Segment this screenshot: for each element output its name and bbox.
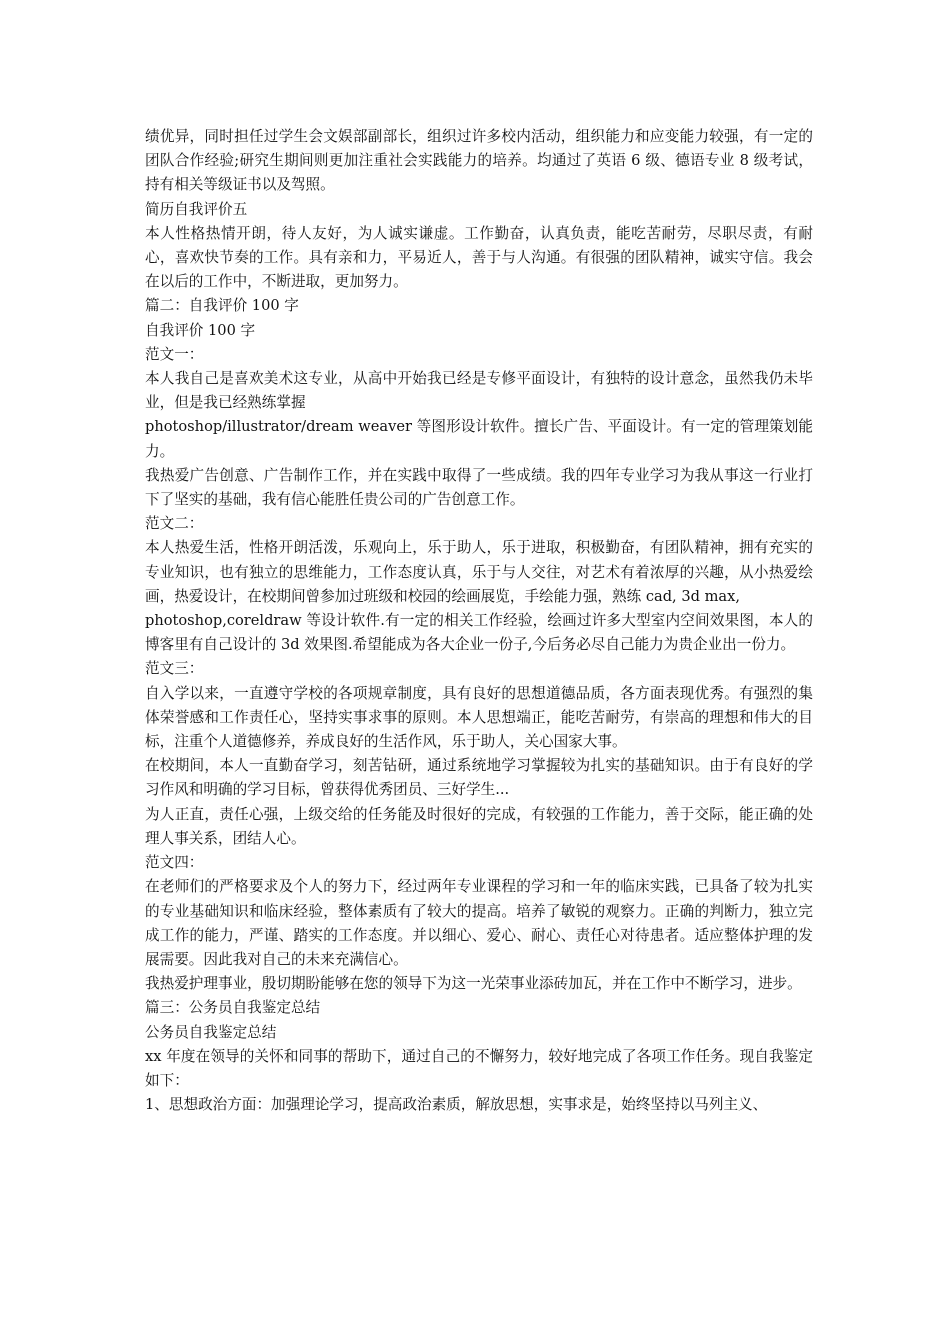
paragraph: 本人我自己是喜欢美术这专业，从高中开始我已经是专修平面设计，有独特的设计意念，虽然我仍未毕业，但是我已经熟练掌握 [145,370,813,412]
section-heading: 公务员自我鉴定总结 [145,1023,277,1041]
section-heading: 范文一： [145,345,204,363]
paragraph: 我热爱广告创意、广告制作工作，并在实践中取得了一些成绩。我的四年专业学习为我从事这一行业打下了坚实的基础，我有信心能胜任贵公司的广告创意工作。 [145,466,813,509]
section-heading: 篇二：自我评价 100 字 [145,297,299,315]
section-heading: 范文三： [145,660,204,678]
paragraph: 本人热爱生活，性格开朗活泼，乐观向上，乐于助人，乐于进取，积极勤奋，有团队精神，拥有充实的专业知识，也有独立的思维能力，工作态度认真，乐于与人交往，对艺术有着浓厚的兴趣，从小热爱绘画，热爱设计，在校期间曾参加过班级和校园的绘画展览，手绘能力强，熟练 cad, 3d max, [145,539,813,605]
section-heading: 范文二： [145,515,204,533]
paragraph: photoshop,coreldraw 等设计软件.有一定的相关工作经验，绘画过许多大型室内空间效果图，本人的博客里有自己设计的 3d 效果图.希望能成为各大企业一份子,今后务必尽自己能力为贵企业出一份力。 [145,612,813,654]
paragraph: 在老师们的严格要求及个人的努力下，经过两年专业课程的学习和一年的临床实践，已具备了较为扎实的专业基础知识和临床经验，整体素质有了较大的提高。培养了敏锐的观察力。正确的判断力，独立完成工作的能力，严谨、踏实的工作态度。并以细心、爱心、耐心、责任心对待患者。适应整体护理的发展需要。因此我对自己的未来充满信心。 [145,878,813,968]
paragraph: 自入学以来，一直遵守学校的各项规章制度，具有良好的思想道德品质，各方面表现优秀。有强烈的集体荣誉感和工作责任心，坚持实事求事的原则。本人思想端正，能吃苦耐劳，有崇高的理想和伟大的目标，注重个人道德修养，养成良好的生活作风，乐于助人，关心国家大事。 [145,684,813,751]
paragraph: 绩优异，同时担任过学生会文娱部副部长，组织过许多校内活动，组织能力和应变能力较强，有一定的团队合作经验;研究生期间则更加注重社会实践能力的培养。均通过了英语 6 级、德语专业 8 级考试，持有相关等级证书以及驾照。 [145,128,813,194]
paragraph: 1、思想政治方面：加强理论学习，提高政治素质，解放思想，实事求是，始终坚持以马列主义、 [145,1096,768,1114]
section-heading: 简历自我评价五 [145,200,248,218]
paragraph: 本人性格热情开朗，待人友好，为人诚实谦虚。工作勤奋，认真负责，能吃苦耐劳，尽职尽责，有耐心，喜欢快节奏的工作。具有亲和力，平易近人，善于与人沟通。有很强的团队精神，诚实守信。我会在以后的工作中，不断进取，更加努力。 [145,224,813,291]
paragraph: 为人正直，责任心强，上级交给的任务能及时很好的完成，有较强的工作能力，善于交际，能正确的处理人事关系，团结人心。 [145,805,813,847]
section-heading: 自我评价 100 字 [145,321,256,339]
section-heading: 篇三：公务员自我鉴定总结 [145,999,321,1017]
section-heading: 范文四： [145,854,204,872]
paragraph: photoshop/illustrator/dream weaver 等图形设计软件。擅长广告、平面设计。有一定的管理策划能力。 [145,418,813,460]
paragraph: xx 年度在领导的关怀和同事的帮助下，通过自己的不懈努力，较好地完成了各项工作任务。现自我鉴定如下： [145,1047,813,1089]
paragraph: 我热爱护理事业，殷切期盼能够在您的领导下为这一光荣事业添砖加瓦，并在工作中不断学习，进步。 [145,975,802,993]
document-body [145,125,813,1117]
paragraph: 在校期间，本人一直勤奋学习，刻苦钻研，通过系统地学习掌握较为扎实的基础知识。由于有良好的学习作风和明确的学习目标，曾获得优秀团员、三好学生... [145,757,813,799]
